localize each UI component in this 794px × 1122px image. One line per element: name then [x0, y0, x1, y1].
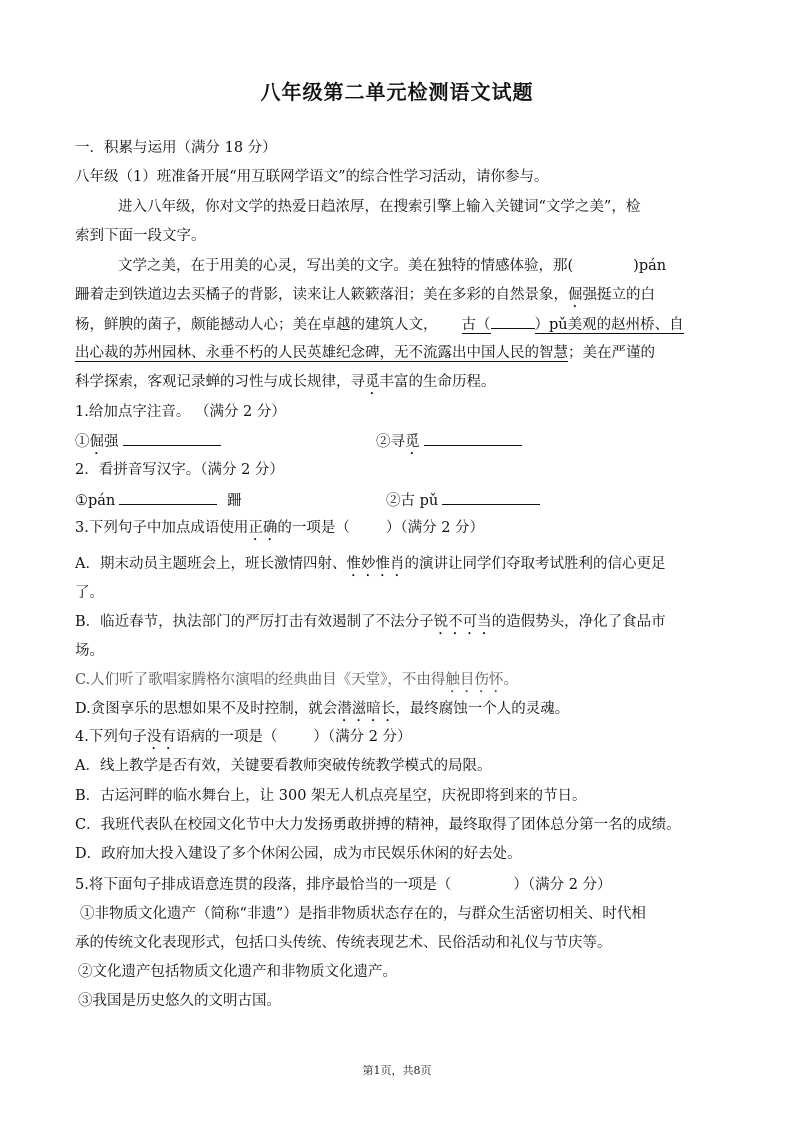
question-3-option-d — [75, 699, 569, 725]
stem-text: ）（满分 2 分） — [313, 729, 412, 745]
option-text: C.人们听了歌唱家腾格尔演唱的经典曲目《天堂》，不由得 — [75, 672, 446, 688]
dotted-word: 触目伤怀 — [445, 672, 504, 688]
option-text: 的造假势头，净化了食品市 — [491, 614, 666, 630]
passage-line-3 — [75, 314, 684, 335]
passage-line-1 — [118, 256, 666, 276]
underlined-text: 出心裁的苏州园林、永垂不朽的人民英雄纪念碑，无不流露出中国人民的智慧 — [75, 345, 568, 361]
option-text: B．临近春节，执法部门的严厉打击有效遏制了不法分子 — [75, 614, 434, 630]
option-text: 的演讲让同学们夺取考试胜利的信心更足 — [404, 556, 666, 572]
page-footer: 第1页，共8页 — [362, 1064, 432, 1077]
question-2-stem: 2．看拼音写汉字。（满分 2 分） — [75, 462, 284, 478]
question-5-sentence-1-cont: 承的传统文化表现形式，包括口头传统、传统表现艺术、民俗活动和礼仪与节庆等。 — [75, 935, 612, 951]
question-5-stem — [75, 875, 612, 895]
passage-line-4 — [75, 343, 655, 363]
answer-blank[interactable] — [119, 490, 217, 505]
question-3-option-a-cont: 了。 — [75, 585, 104, 601]
passage-text: 科学探索，客观记录蝉的习性与成长规律，寻 — [75, 374, 365, 390]
dotted-character: 倔 — [568, 287, 583, 303]
question-3-option-b — [75, 612, 666, 638]
passage-text: 文学之美，在于用美的心灵，写出美的文字。美在独特的情感体验，那( — [118, 258, 574, 274]
stem-text: 5.将下面句子排成语意连贯的段落，排序最恰当的一项是（ — [75, 877, 452, 893]
answer-blank[interactable] — [442, 490, 540, 505]
question-4-option-a: A．线上教学是否有效，关键要看教师突破传统教学模式的局限。 — [75, 758, 492, 774]
option-text: D.贪图享乐的思想如果不及时控制，就会 — [75, 701, 338, 717]
question-4-option-d: D．政府加大投入建设了多个休闲公园，成为市民娱乐休闲的好去处。 — [75, 846, 522, 862]
question-5-sentence-1: ①非物质文化遗产（简称“非遗”）是指非物质状态存在的，与群众生活密切相关、时代相 — [80, 906, 646, 922]
question-4-stem — [75, 727, 412, 753]
item-text: ②寻 — [376, 434, 405, 450]
item-text: 强 — [104, 434, 119, 450]
question-4-option-b: B．古运河畔的临水舞台上，让 300 架无人机点亮星空，庆祝即将到来的节日。 — [75, 788, 587, 804]
answer-blank[interactable] — [491, 314, 535, 329]
stem-text: 的一项是（ — [277, 520, 350, 536]
option-text: A．期末动员主题班会上，班长激情四射、 — [75, 556, 347, 572]
dotted-word: 潜滋暗长 — [337, 701, 396, 717]
answer-blank[interactable] — [123, 431, 221, 446]
question-5-sentence-2: ②文化遗产包括物质文化遗产和非物质文化遗产。 — [78, 964, 397, 980]
question-1-stem: 1.给加点字注音。 （满分 2 分） — [75, 404, 286, 420]
question-2-item-b — [386, 490, 540, 511]
question-5-sentence-3: ③我国是历史悠久的文明古国。 — [78, 993, 281, 1009]
stem-text: ）（满分 2 分） — [513, 877, 612, 893]
question-3-option-b-cont: 场。 — [75, 643, 104, 659]
exam-title: 八年级第二单元检测语文试题 — [260, 80, 534, 104]
item-number: ① — [75, 434, 90, 450]
question-2-item-a — [75, 490, 242, 511]
stem-text: 3.下列句子中加点成语使用 — [75, 520, 249, 536]
stem-text: 语病的一项是（ — [175, 729, 278, 745]
item-text: ①pán — [75, 493, 116, 509]
passage-text: 跚着走到铁道边去买橘子的背影，读来让人簌簌落泪；美在多彩的自然景象， — [75, 287, 568, 303]
item-text: 跚 — [227, 493, 242, 509]
passage-intro-line-1: 进入八年级，你对文学的热爱日趋浓厚，在搜索引擎上输入关键词“文学之美”，检 — [118, 199, 641, 215]
passage-text: ；美在严谨的 — [568, 345, 655, 361]
answer-blank[interactable] — [424, 431, 522, 446]
option-text: ，最终腐蚀一个人的灵魂。 — [395, 701, 570, 717]
stem-text: 4.下列句子 — [75, 729, 147, 745]
underlined-text: 古（ — [461, 317, 491, 333]
option-text: 。 — [503, 672, 518, 688]
question-3-option-a — [75, 554, 665, 580]
item-text: ②古 pǔ — [386, 493, 439, 509]
question-4-option-c: C．我班代表队在校园文化节中大力发扬勇敢拼搏的精神，最终取得了团体总分第一名的成绩。 — [75, 817, 681, 833]
passage-text: 丰富的生命历程。 — [379, 374, 496, 390]
underlined-text: ）pǔ美观的赵州桥、自 — [534, 317, 684, 333]
passage-text: 杨，鲜腴的菌子，颇能撼动人心；美在卓越的建筑人文， — [75, 317, 438, 333]
stem-text: ）（满分 2 分） — [385, 520, 485, 536]
question-1-item-a — [75, 431, 221, 458]
dotted-word: 锐不可当 — [433, 614, 492, 630]
dotted-character: 觅 — [405, 434, 420, 450]
question-3-stem — [75, 518, 484, 544]
dotted-word: 正确 — [248, 520, 278, 536]
activity-intro: 八年级（1）班准备开展“用互联网学语文”的综合性学习活动，请你参与。 — [75, 169, 549, 185]
dotted-word: 没有 — [146, 729, 176, 745]
passage-text: 强挺立的白 — [582, 287, 655, 303]
passage-line-5 — [75, 372, 496, 398]
dotted-character: 倔 — [89, 434, 104, 450]
dotted-word: 惟妙惟肖 — [346, 556, 405, 572]
section-heading: 一．积累与运用（满分 18 分） — [75, 140, 277, 156]
passage-intro-line-2: 索到下面一段文字。 — [75, 228, 206, 244]
question-1-item-b — [376, 431, 522, 458]
question-3-option-c — [75, 670, 518, 696]
passage-line-2 — [75, 285, 655, 311]
dotted-character: 觅 — [365, 374, 380, 390]
pinyin-prompt: )pán — [633, 258, 667, 274]
